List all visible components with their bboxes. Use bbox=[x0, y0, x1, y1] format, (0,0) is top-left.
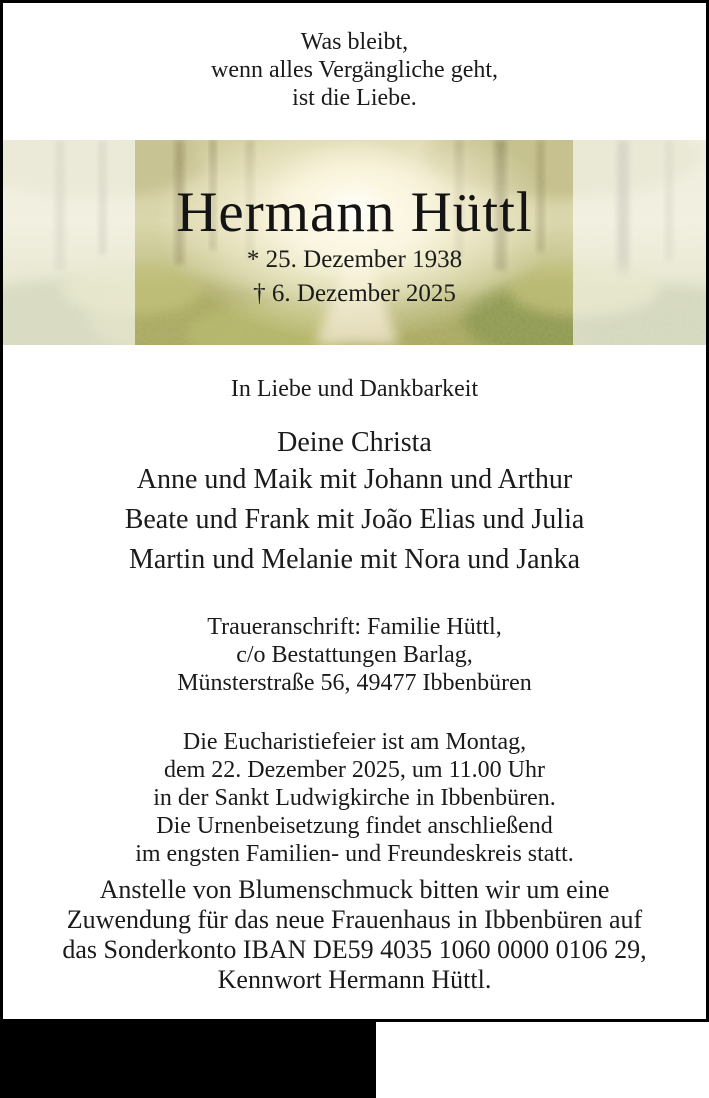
address-line: Traueranschrift: Familie Hüttl, bbox=[207, 614, 502, 640]
spouse-line: Deine Christa bbox=[277, 427, 432, 458]
life-dates bbox=[3, 243, 706, 311]
service-line: im engsten Familien- und Freundeskreis statt. bbox=[135, 841, 574, 867]
family-line: Martin und Melanie mit Nora und Janka bbox=[128, 544, 580, 575]
memorial-photo bbox=[3, 140, 706, 345]
death-date: † 6. Dezember 2025 bbox=[253, 280, 456, 307]
epigraph-line: wenn alles Vergängliche geht, bbox=[210, 57, 499, 83]
address-line: c/o Bestattungen Barlag, bbox=[236, 642, 473, 668]
donation-line: Anstelle von Blumenschmuck bitten wir um eine bbox=[99, 875, 610, 904]
donation-line: das Sonderkonto IBAN DE59 4035 1060 0000 0106 29, bbox=[62, 935, 647, 964]
epigraph bbox=[3, 28, 706, 112]
family-line: Anne und Maik mit Johann und Arthur bbox=[136, 464, 573, 495]
redaction-block bbox=[0, 1022, 376, 1098]
deceased-name: Hermann Hüttl bbox=[176, 181, 533, 244]
service-line: Die Urnenbeisetzung findet anschließend bbox=[156, 813, 553, 839]
donation-request bbox=[3, 875, 706, 995]
service-line: Die Eucharistiefeier ist am Montag, bbox=[182, 729, 527, 755]
family-lines bbox=[3, 460, 706, 580]
address-line: Münsterstraße 56, 49477 Ibbenbüren bbox=[177, 670, 532, 696]
epigraph-line: ist die Liebe. bbox=[292, 85, 417, 111]
donation-line: Kennwort Hermann Hüttl. bbox=[217, 965, 492, 994]
mourning-address bbox=[3, 613, 706, 697]
service-line: dem 22. Dezember 2025, um 11.00 Uhr bbox=[163, 757, 546, 783]
service-details bbox=[3, 728, 706, 868]
birth-date: * 25. Dezember 1938 bbox=[246, 246, 463, 273]
epigraph-line: Was bleibt, bbox=[300, 29, 409, 55]
service-line: in der Sankt Ludwigkirche in Ibbenbüren. bbox=[153, 785, 556, 811]
donation-line: Zuwendung für das neue Frauenhaus in Ibbenbüren auf bbox=[66, 905, 643, 934]
family-line: Beate und Frank mit João Elias und Julia bbox=[124, 504, 585, 535]
intro-line: In Liebe und Dankbarkeit bbox=[230, 376, 479, 402]
